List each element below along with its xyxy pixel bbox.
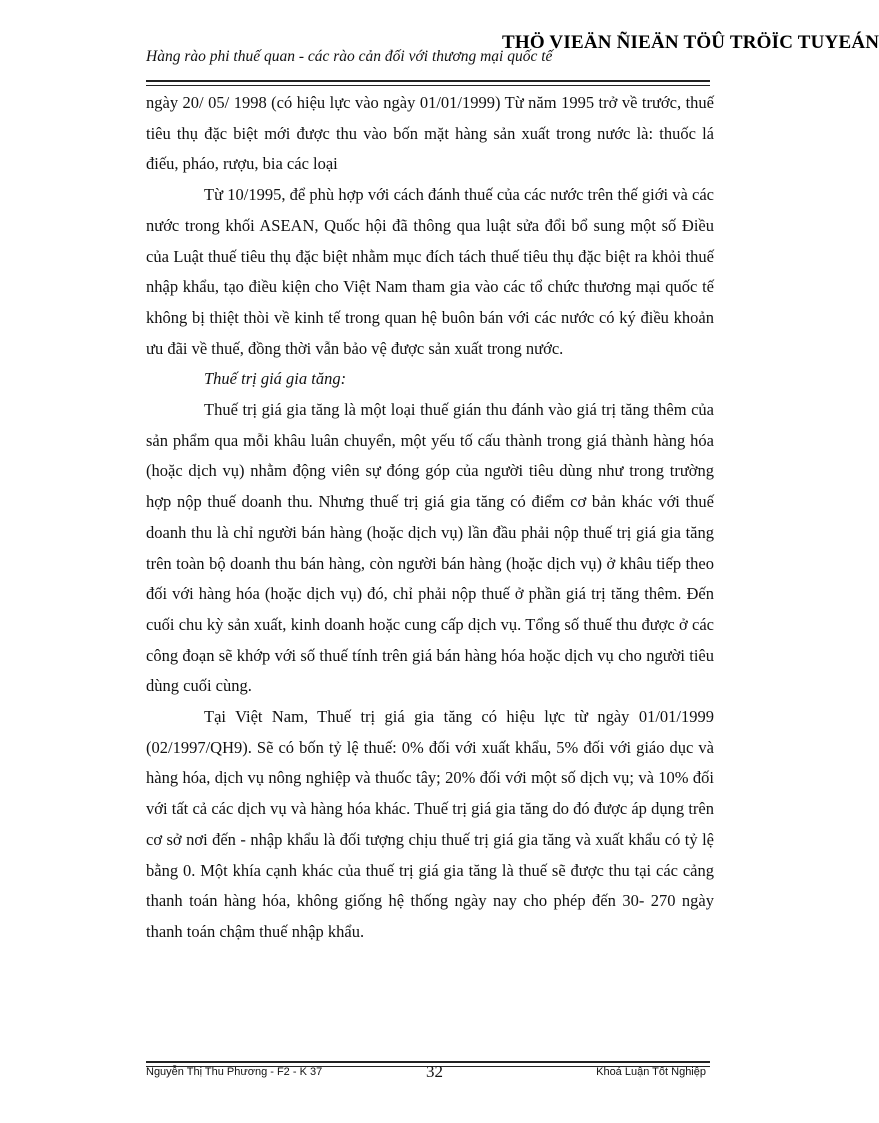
body-paragraph: Tại Việt Nam, Thuế trị giá gia tăng có hiệu lực từ ngày 01/01/1999 (02/1997/QH9). Sẽ có bốn tỷ lệ thuế: 0% đối với xuất khẩu, 5% đối với giáo dục và hàng hóa, dịch vụ nông nghiệp và thuốc tây; 20% đối với một số dịch vụ; và 10% đối với tất cả các dịch vụ và hàng hóa khác. Thuế trị giá gia tăng do đó được áp dụng trên cơ sở nơi đến - nhập khẩu là đối tượng chịu thuế trị giá gia tăng và xuất khẩu có tỷ lệ bằng 0. Một khía cạnh khác của thuế trị giá gia tăng là thuế sẽ được thu tại các cảng thanh toán hàng hóa, không giống hệ thống ngày nay cho phép đến 30- 270 ngày thanh toán chậm thuế nhập khẩu. xyxy=(146,707,714,941)
watermark-text: THÖ VIEÄN ÑIEÄN TÖÛ TRÖÏC TUYEÁN xyxy=(502,32,879,53)
page-footer xyxy=(146,1064,710,1088)
body-paragraph: Từ 10/1995, để phù hợp với cách đánh thuế của các nước trên thế giới và các nước trong khối ASEAN, Quốc hội đã thông qua luật sửa đổi bổ sung một số Điều của Luật thuế tiêu thụ đặc biệt nhằm mục đích tách thuế tiêu thụ đặc biệt ra khỏi thuế nhập khẩu, tạo điều kiện cho Việt Nam tham gia vào các tổ chức thương mại quốc tế không bị thiệt thòi về kinh tế trong quan hệ buôn bán với các nước có ký điều khoản ưu đãi về thuế, đồng thời vẫn bảo vệ được sản xuất trong nước. xyxy=(146,185,714,358)
page-number: 32 xyxy=(426,1062,443,1081)
body-paragraph: Thuế trị giá gia tăng là một loại thuế gián thu đánh vào giá trị tăng thêm của sản phẩm qua mỗi khâu luân chuyển, một yếu tố cấu thành trong giá thành hàng hóa (hoặc dịch vụ) nhằm động viên sự đóng góp của người tiêu dùng như trong trường hợp nộp thuế doanh thu. Nhưng thuế trị giá gia tăng có điểm cơ bản khác với thuế doanh thu là chỉ người bán hàng (hoặc dịch vụ) lần đầu phải nộp thuế trị giá gia tăng trên toàn bộ doanh thu bán hàng, còn người bán hàng (hoặc dịch vụ) ở khâu tiếp theo đối với hàng hóa (hoặc dịch vụ) đó, chỉ phải nộp thuế ở phần giá trị tăng thêm. Đến cuối chu kỳ sản xuất, kinh doanh hoặc cung cấp dịch vụ. Tổng số thuế thu được ở các công đoạn sẽ khớp với số thuế tính trên giá bán hàng hóa hoặc dịch vụ cho người tiêu dùng cuối cùng. xyxy=(146,400,714,696)
header-divider xyxy=(146,80,710,86)
page-body xyxy=(146,88,714,948)
section-heading: Thuế trị giá gia tăng: xyxy=(204,369,347,389)
header-title: Hàng rào phi thuế quan - các rào cản đối với thương mại quốc tế xyxy=(146,48,553,65)
footer-author: Nguyễn Thị Thu Phương - F2 - K 37 xyxy=(146,1066,323,1078)
page-header xyxy=(146,28,879,78)
footer-thesis-label: Khoá Luận Tốt Nghiệp xyxy=(596,1066,706,1078)
body-paragraph: ngày 20/ 05/ 1998 (có hiệu lực vào ngày 01/01/1999) Từ năm 1995 trở về trước, thuế tiêu thụ đặc biệt mới được thu vào bốn mặt hàng sản xuất trong nước là: thuốc lá điếu, pháo, rượu, bia các loại xyxy=(146,93,714,174)
